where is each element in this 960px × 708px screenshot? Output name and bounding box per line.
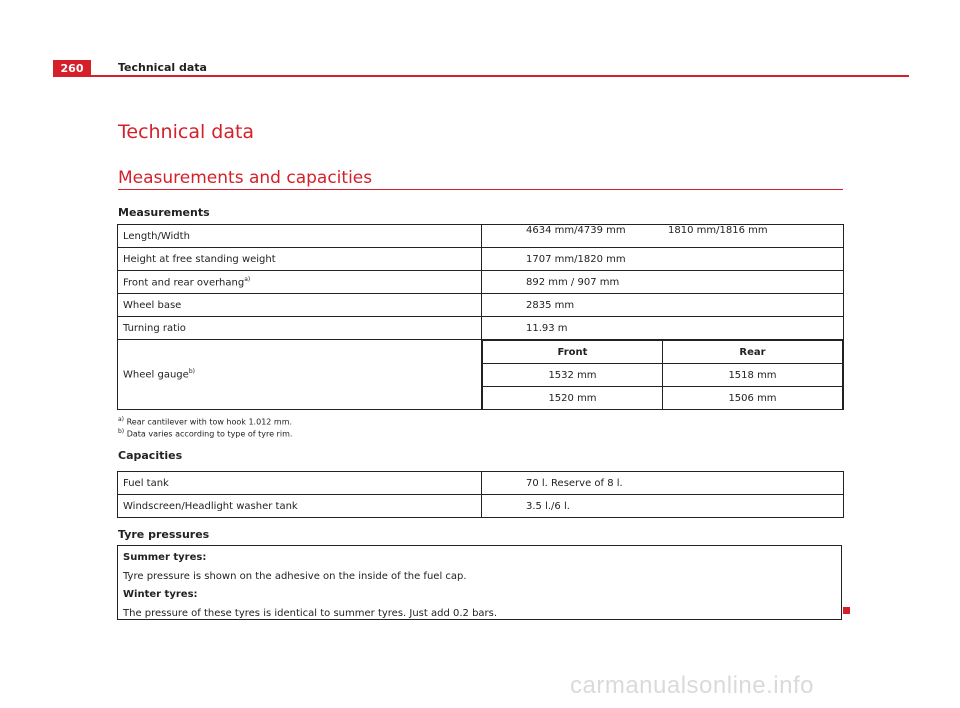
row-value: 3.5 l./6 l. — [482, 495, 844, 518]
row-label — [118, 340, 482, 410]
winter-tyres-text: The pressure of these tyres is identical to summer tyres. Just add 0.2 bars. — [123, 607, 498, 619]
table-row — [118, 225, 844, 248]
table-row — [118, 271, 844, 294]
gauge-header-front: Front — [483, 341, 663, 364]
footnote-text: Rear cantilever with tow hook 1.012 mm. — [126, 417, 293, 427]
table-row — [118, 472, 844, 495]
row-value: 2835 mm — [482, 294, 844, 317]
watermark: carmanualsonline.info — [570, 672, 814, 699]
subtitle-rule — [118, 189, 843, 190]
gauge-rear-value: 1506 mm — [663, 387, 843, 410]
row-value-length: 4634 mm/4739 mm — [526, 225, 626, 236]
row-label-text: Wheel gauge — [123, 369, 189, 381]
row-label: Turning ratio — [118, 317, 482, 340]
row-value-width: 1810 mm/1816 mm — [668, 225, 768, 236]
wheel-gauge-subtable-cell — [482, 340, 844, 410]
section-subtitle: Measurements and capacities — [118, 168, 373, 188]
gauge-front-value: 1520 mm — [483, 387, 663, 410]
wheel-gauge-subtable — [482, 340, 843, 409]
page-title: Technical data — [118, 121, 255, 143]
row-value: 892 mm / 907 mm — [482, 271, 844, 294]
capacities-heading: Capacities — [118, 449, 183, 462]
footnote-ref: b) — [188, 368, 195, 376]
row-label: Windscreen/Headlight washer tank — [118, 495, 482, 518]
measurements-heading: Measurements — [118, 206, 210, 219]
row-value: 70 l. Reserve of 8 l. — [482, 472, 844, 495]
row-value: 11.93 m — [482, 317, 844, 340]
row-label-text: Front and rear overhang — [123, 277, 245, 289]
row-value — [482, 225, 844, 248]
section-end-marker — [843, 607, 850, 614]
footnote — [118, 428, 292, 439]
footnote-mark: b) — [118, 428, 125, 435]
measurements-table — [117, 224, 844, 410]
summer-tyres-text: Tyre pressure is shown on the adhesive on the inside of the fuel cap. — [123, 570, 467, 582]
gauge-header-rear: Rear — [663, 341, 843, 364]
tyre-pressures-heading: Tyre pressures — [118, 528, 210, 541]
gauge-front-value: 1532 mm — [483, 364, 663, 387]
footnote-mark: a) — [118, 416, 125, 423]
table-row — [118, 317, 844, 340]
footnote-text: Data varies according to type of tyre rim. — [126, 429, 293, 439]
capacities-table — [117, 471, 844, 518]
footnote — [118, 416, 292, 427]
running-header-title: Technical data — [118, 61, 207, 74]
row-label — [118, 271, 482, 294]
winter-tyres-label: Winter tyres: — [123, 589, 198, 600]
row-label: Wheel base — [118, 294, 482, 317]
table-row — [118, 248, 844, 271]
row-value: 1707 mm/1820 mm — [482, 248, 844, 271]
footnote-ref: a) — [244, 275, 251, 283]
summer-tyres-label: Summer tyres: — [123, 552, 207, 563]
row-label: Length/Width — [118, 225, 482, 248]
tyre-pressures-box — [117, 545, 842, 620]
page-number: 260 — [53, 60, 91, 77]
header-rule — [91, 75, 909, 77]
row-label: Height at free standing weight — [118, 248, 482, 271]
table-row — [118, 495, 844, 518]
table-row — [118, 340, 844, 410]
gauge-rear-value: 1518 mm — [663, 364, 843, 387]
row-label: Fuel tank — [118, 472, 482, 495]
table-row — [118, 294, 844, 317]
